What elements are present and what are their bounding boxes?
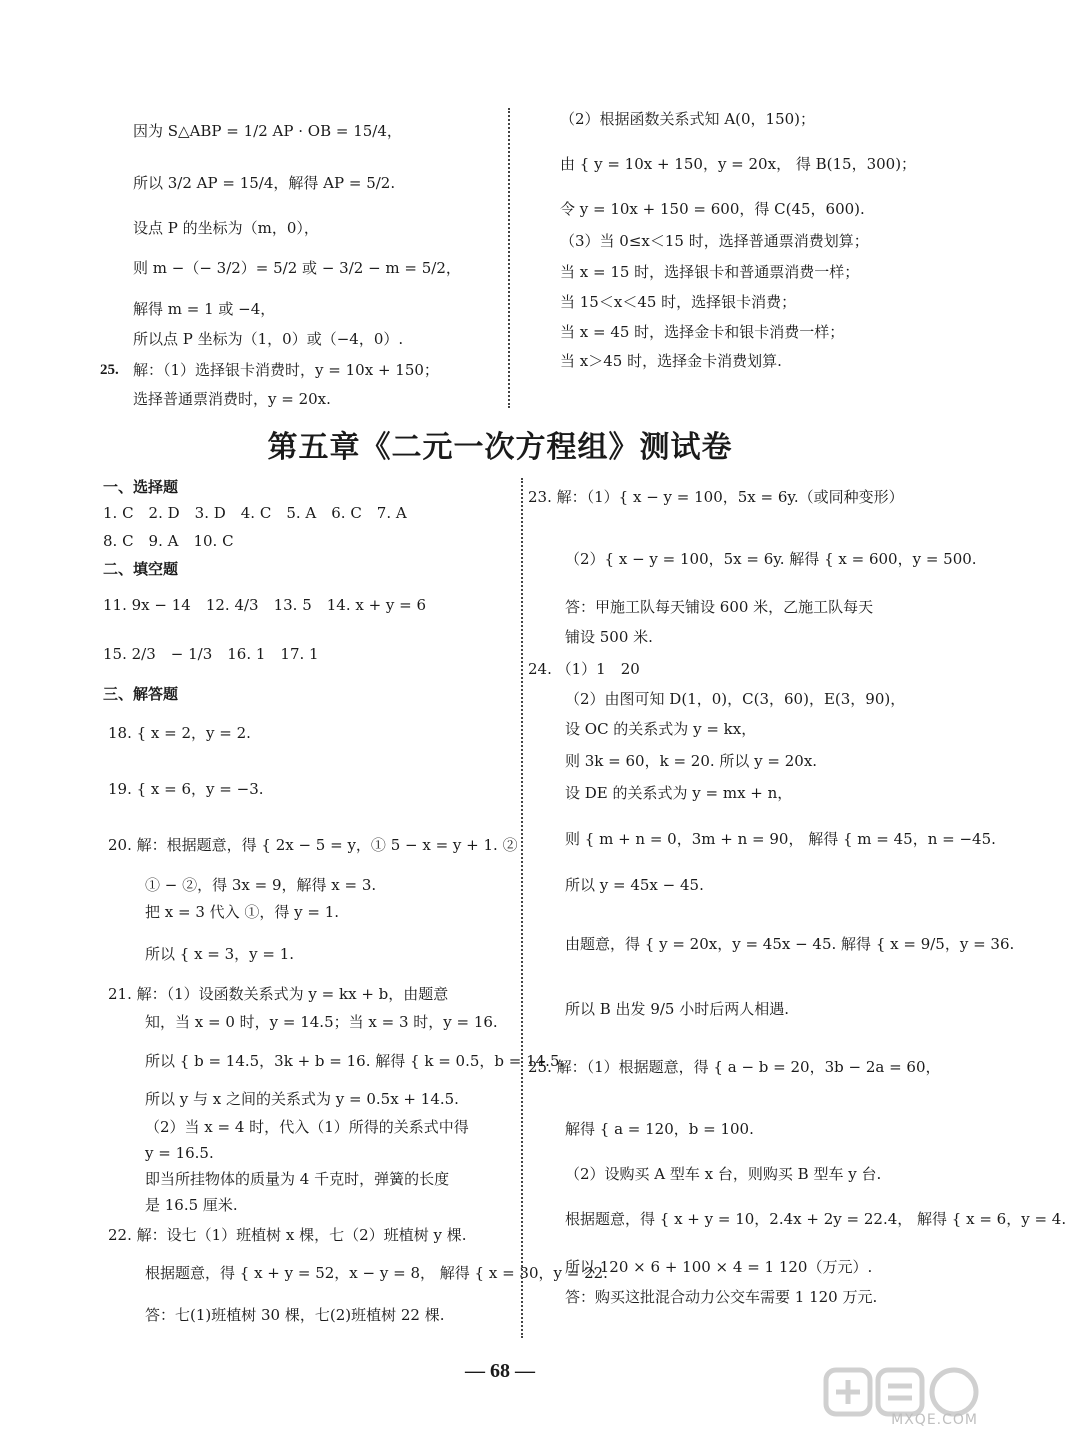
solution-line: 知，当 x = 0 时，y = 14.5；当 x = 3 时，y = 16. — [145, 1013, 498, 1031]
chapter-title: 第五章《二元一次方程组》测试卷 — [267, 430, 733, 465]
solution-line: 所以 B 出发 9/5 小时后两人相遇. — [565, 1000, 790, 1018]
solution-line: 设点 P 的坐标为（m，0）， — [133, 219, 319, 237]
answer-line: 11. 9x − 14 12. 4/3 13. 5 14. x + y = 6 — [103, 596, 427, 614]
solution-line: ① − ②，得 3x = 9，解得 x = 3. — [145, 876, 377, 894]
solution-line: 所以 y = 45x − 45. — [565, 876, 704, 894]
solution-line: 当 x = 45 时，选择金卡和银卡消费一样； — [560, 323, 845, 341]
solution-line: （3）当 0≤x＜15 时，选择普通票消费划算； — [560, 232, 869, 250]
solution-line: 解得 { a = 120，b = 100. — [565, 1120, 754, 1138]
solution-line: 当 15＜x＜45 时，选择银卡消费； — [560, 293, 797, 311]
solution-line: 根据题意，得 { x + y = 10，2.4x + 2y = 22.4， 解得 { x = 6，y = 4. — [565, 1210, 1066, 1228]
answer-line: 15. 2/3 − 1/3 16. 1 17. 1 — [103, 645, 319, 663]
solution-line: （2）设购买 A 型车 x 台，则购买 B 型车 y 台. — [565, 1165, 882, 1183]
solution-line: 则 m −（− 3/2）= 5/2 或 − 3/2 − m = 5/2， — [133, 259, 461, 277]
solution-line: y = 16.5. — [145, 1144, 214, 1162]
section-heading: 三、解答题 — [103, 685, 179, 703]
solution-line: 所以 { b = 14.5，3k + b = 16. 解得 { k = 0.5，b = 14.5. — [145, 1052, 565, 1070]
solution-line: 23. 解：（1）{ x − y = 100，5x = 6y.（或同种变形） — [528, 488, 904, 506]
watermark-text: MXQE.COM — [891, 1412, 978, 1428]
solution-line: （2）{ x − y = 100，5x = 6y. 解得 { x = 600，y = 500. — [565, 550, 977, 568]
solution-line: （2）由图可知 D(1，0)，C(3，60)，E(3，90)， — [565, 690, 906, 708]
solution-line: 则 { m + n = 0，3m + n = 90， 解得 { m = 45，n = −45. — [565, 830, 996, 848]
solution-line: 因为 S△ABP = 1/2 AP · OB = 15/4， — [133, 122, 402, 140]
column-divider — [508, 108, 510, 408]
solution-line: 答：购买这批混合动力公交车需要 1 120 万元. — [565, 1288, 878, 1306]
solution-line: 选择普通票消费时，y = 20x. — [133, 390, 331, 408]
solution-line: 所以 3/2 AP = 15/4，解得 AP = 5/2. — [133, 174, 396, 192]
solution-line: 19. { x = 6，y = −3. — [108, 780, 264, 798]
solution-line: 答：甲施工队每天铺设 600 米，乙施工队每天 — [565, 598, 874, 616]
solution-line: 是 16.5 厘米. — [145, 1196, 238, 1214]
solution-line: 24. （1）1 20 — [528, 660, 640, 678]
solution-line: 由题意，得 { y = 20x，y = 45x − 45. 解得 { x = 9/5，y = 36. — [565, 935, 1015, 953]
solution-line: 25. 解：（1）根据题意，得 { a − b = 20，3b − 2a = 60， — [528, 1058, 941, 1076]
section-heading: 一、选择题 — [103, 478, 179, 496]
question-number: 25. — [100, 362, 119, 378]
solution-line: 20. 解：根据题意，得 { 2x − 5 = y，① 5 − x = y + 1. ② — [108, 836, 518, 854]
solution-line: 所以 y 与 x 之间的关系式为 y = 0.5x + 14.5. — [145, 1090, 459, 1108]
solution-line: 所以 120 × 6 + 100 × 4 = 1 120（万元）. — [565, 1258, 873, 1276]
solution-line: （2）当 x = 4 时，代入（1）所得的关系式中得 — [145, 1118, 469, 1136]
solution-line: 设 OC 的关系式为 y = kx， — [565, 720, 757, 738]
solution-line: 根据题意，得 { x + y = 52，x − y = 8， 解得 { x = 30，y = 22. — [145, 1264, 608, 1282]
page-number: — 68 — — [465, 1360, 535, 1382]
solution-line: 解得 m = 1 或 −4， — [133, 300, 276, 318]
solution-line: 18. { x = 2，y = 2. — [108, 724, 251, 742]
solution-line: 21. 解：（1）设函数关系式为 y = kx + b，由题意 — [108, 985, 449, 1003]
answer-line: 1. C 2. D 3. D 4. C 5. A 6. C 7. A — [103, 504, 407, 522]
answer-line: 8. C 9. A 10. C — [103, 532, 234, 550]
solution-line: 则 3k = 60，k = 20. 所以 y = 20x. — [565, 752, 818, 770]
solution-line: 即当所挂物体的质量为 4 千克时，弹簧的长度 — [145, 1170, 450, 1188]
solution-line: 由 { y = 10x + 150，y = 20x， 得 B(15，300)； — [560, 155, 917, 173]
solution-line: 当 x = 15 时，选择银卡和普通票消费一样； — [560, 263, 860, 281]
section-heading: 二、填空题 — [103, 560, 179, 578]
solution-line: 把 x = 3 代入 ①，得 y = 1. — [145, 903, 340, 921]
column-divider — [521, 478, 523, 1338]
solution-line: 22. 解：设七（1）班植树 x 棵，七（2）班植树 y 棵. — [108, 1226, 467, 1244]
solution-line: （2）根据函数关系式知 A(0，150)； — [560, 110, 816, 128]
solution-line: 答：七(1)班植树 30 棵，七(2)班植树 22 棵. — [145, 1306, 445, 1324]
solution-line: 设 DE 的关系式为 y = mx + n， — [565, 784, 793, 802]
solution-line: 令 y = 10x + 150 = 600，得 C(45，600). — [560, 200, 865, 218]
solution-line: 所以 { x = 3，y = 1. — [145, 945, 295, 963]
solution-line: 当 x＞45 时，选择金卡消费划算. — [560, 352, 782, 370]
solution-line: 铺设 500 米. — [565, 628, 653, 646]
solution-line: 所以点 P 坐标为（1，0）或（−4，0）. — [133, 330, 404, 348]
solution-line: 解：（1）选择银卡消费时，y = 10x + 150； — [133, 361, 439, 379]
